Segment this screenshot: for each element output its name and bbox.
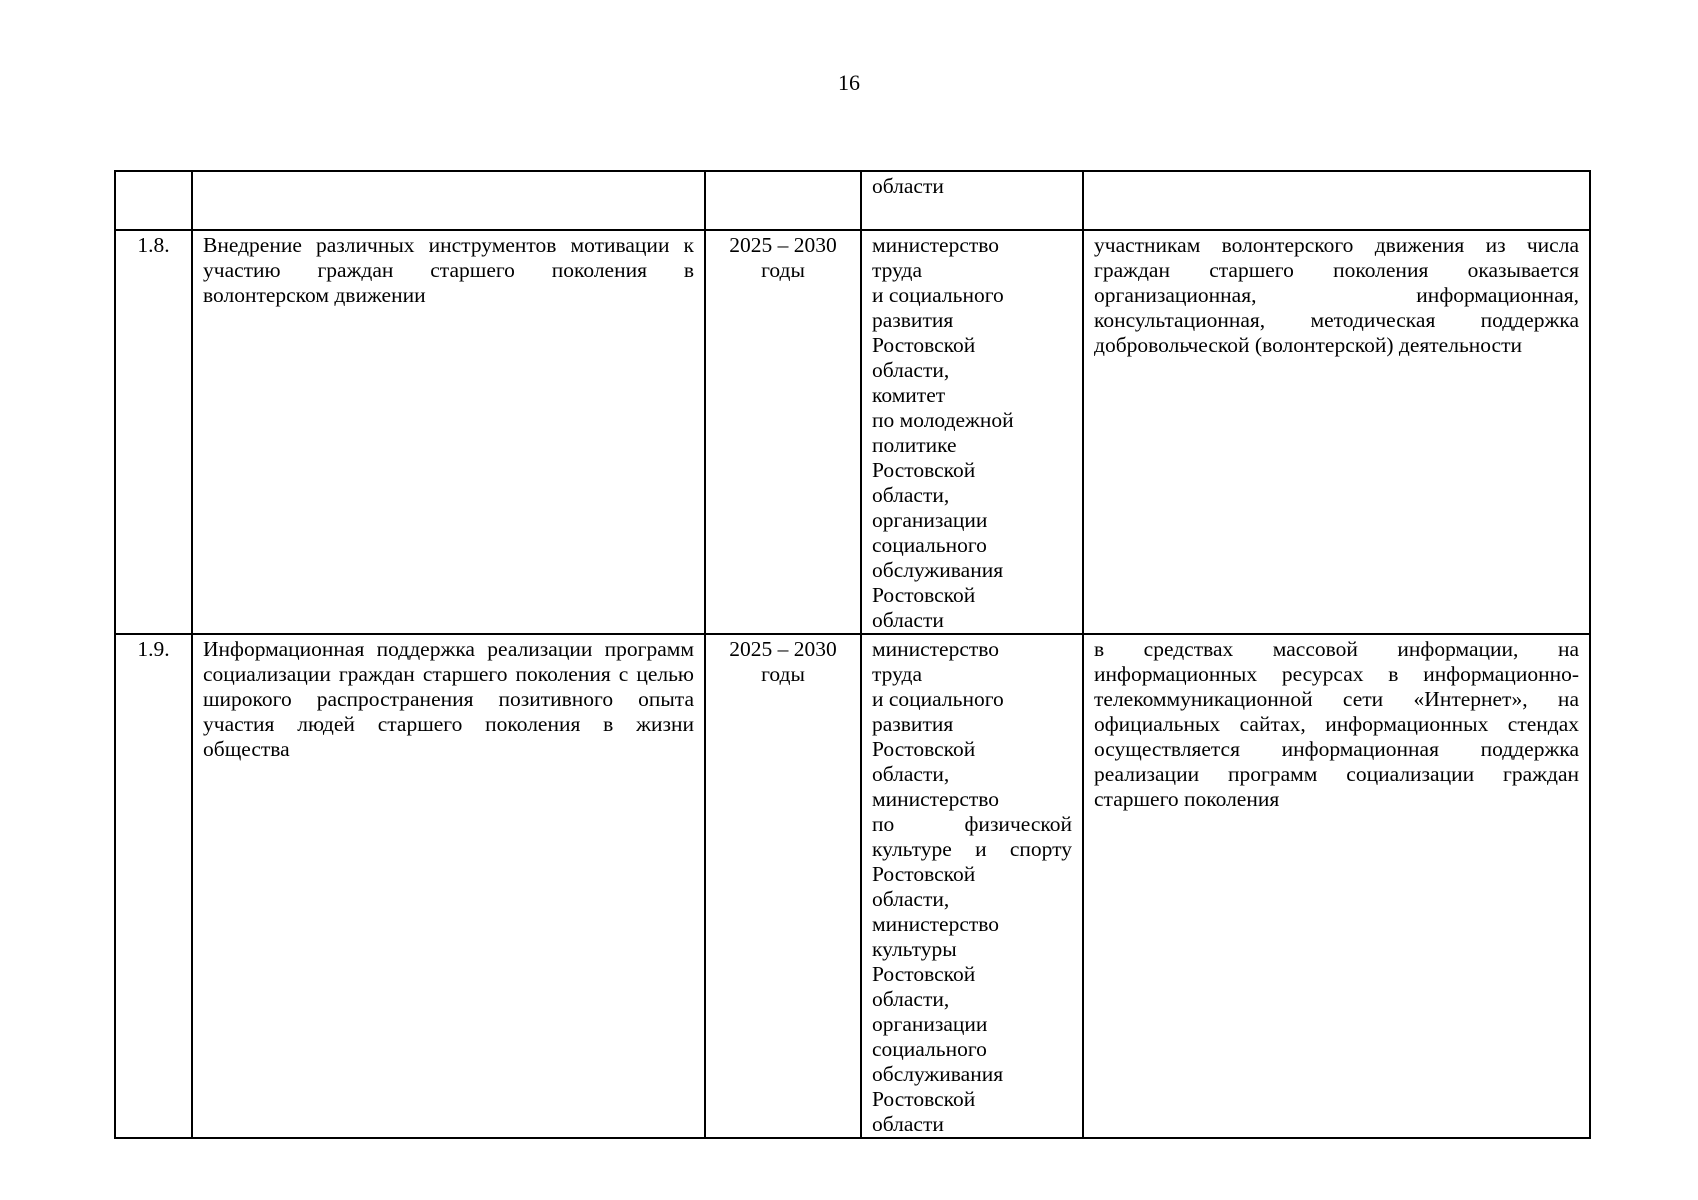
responsible-line: и социального [872, 687, 1004, 711]
responsible-line: Ростовской [872, 1087, 976, 1111]
measures-table [114, 170, 1591, 1139]
result-cell: в средствах массовой информации, на информационных ресурсах в информационно-телекоммуникационной сети «Интернет», на официальных сайтах, информационных стендах осуществляется информационная поддержка реализации программ социализации граждан старшего поколения [1083, 634, 1590, 1138]
responsible-line: политике [872, 433, 957, 457]
responsible-line: министерство [872, 912, 1000, 936]
page-number: 16 [838, 70, 860, 95]
result-cell [1083, 171, 1590, 230]
table-row [115, 634, 1590, 1138]
responsible-line: труда [872, 258, 923, 282]
responsible-line: Ростовской [872, 862, 976, 886]
responsible-line: области, [872, 358, 950, 382]
responsible-line: области, [872, 887, 950, 911]
responsible-line: области [872, 608, 944, 632]
period-cell [705, 171, 861, 230]
table-row [115, 230, 1590, 634]
responsible-line: труда [872, 662, 923, 686]
responsible-line: развития [872, 712, 954, 736]
period-cell: 2025 – 2030 годы [705, 634, 861, 1138]
responsible-line: министерство [872, 787, 1000, 811]
responsible-line: по физической [872, 812, 1072, 836]
measure-cell [192, 171, 705, 230]
responsible-cell [861, 634, 1083, 1138]
responsible-line: области [872, 174, 944, 198]
responsible-line: Ростовской [872, 737, 976, 761]
responsible-line: области, [872, 762, 950, 786]
responsible-line: по молодежной [872, 408, 1014, 432]
period-cell: 2025 – 2030 годы [705, 230, 861, 634]
responsible-line: Ростовской [872, 333, 976, 357]
row-number: 1.8. [115, 230, 192, 634]
responsible-line: организации [872, 508, 988, 532]
row-number [115, 171, 192, 230]
responsible-line: социального [872, 1037, 987, 1061]
responsible-cell [861, 230, 1083, 634]
responsible-line: обслуживания [872, 1062, 1004, 1086]
responsible-line: министерство [872, 233, 1000, 257]
responsible-line: социального [872, 533, 987, 557]
responsible-line: Ростовской [872, 962, 976, 986]
responsible-line: комитет [872, 383, 946, 407]
responsible-line: области [872, 1112, 944, 1136]
table-row [115, 171, 1590, 230]
responsible-cell [861, 171, 1083, 230]
responsible-line: Ростовской [872, 583, 976, 607]
responsible-line: обслуживания [872, 558, 1004, 582]
responsible-line: развития [872, 308, 954, 332]
measure-cell: Информационная поддержка реализации программ социализации граждан старшего поколения с целью широкого распространения позитивного опыта участия людей старшего поколения в жизни общества [192, 634, 705, 1138]
measure-cell: Внедрение различных инструментов мотивации к участию граждан старшего поколения в волонтерском движении [192, 230, 705, 634]
responsible-line: Ростовской [872, 458, 976, 482]
responsible-line: министерство [872, 637, 1000, 661]
result-cell: участникам волонтерского движения из числа граждан старшего поколения оказывается организационная, информационная, консультационная, методическая поддержка добровольческой (волонтерской) деятельности [1083, 230, 1590, 634]
responsible-line: области, [872, 987, 950, 1011]
responsible-line: и социального [872, 283, 1004, 307]
responsible-line: культуры [872, 937, 957, 961]
responsible-line: организации [872, 1012, 988, 1036]
row-number: 1.9. [115, 634, 192, 1138]
responsible-line: области, [872, 483, 950, 507]
responsible-line: культуре и спорту [872, 837, 1072, 861]
